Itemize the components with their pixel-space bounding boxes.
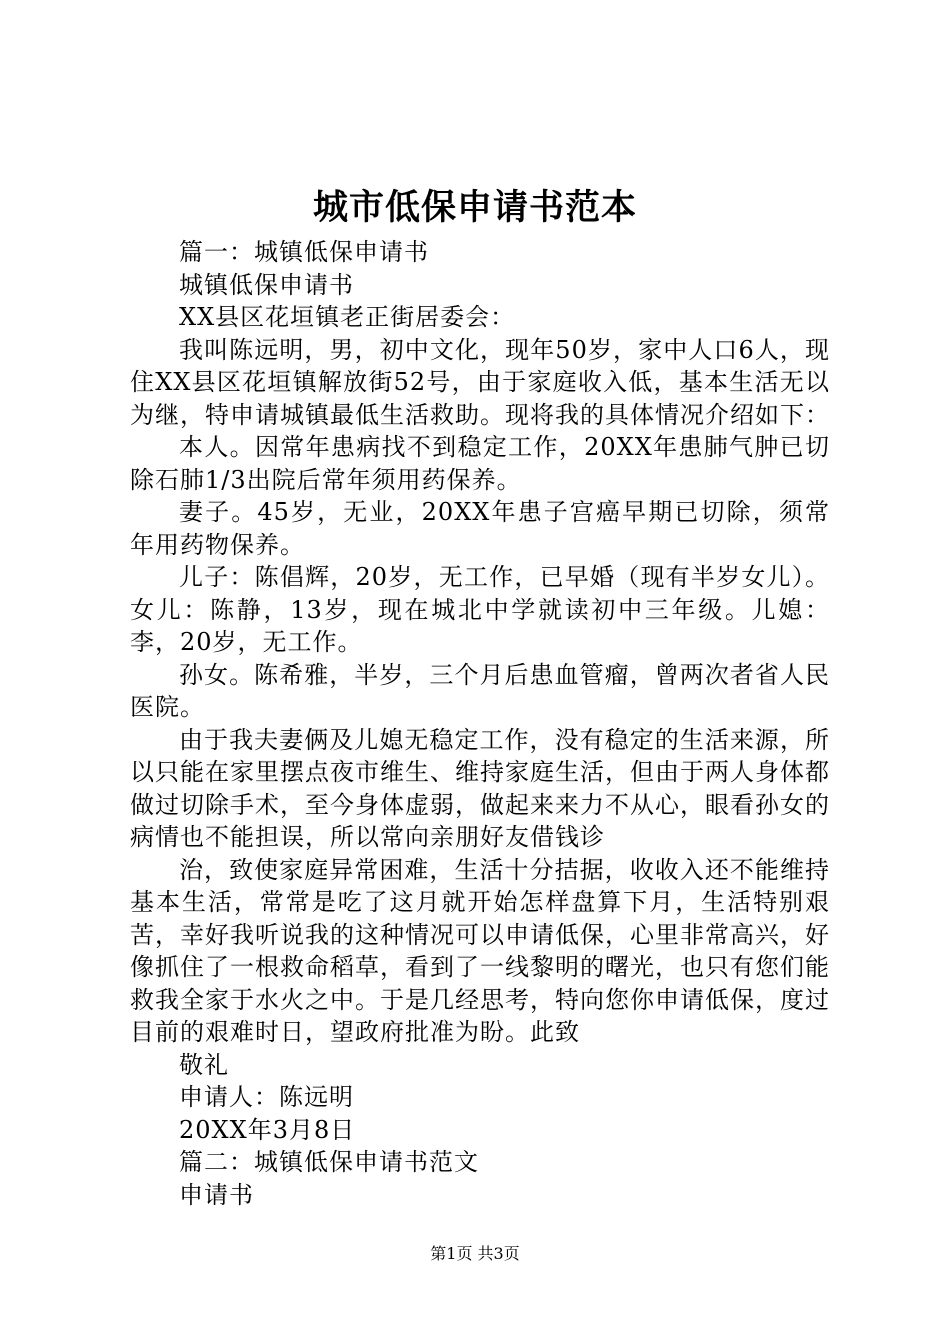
paragraph-wife: 妻子。45岁，无业，20XX年患子宫癌早期已切除，须常年用药物保养。 bbox=[130, 498, 830, 559]
letter-title: 城镇低保申请书 bbox=[179, 270, 354, 299]
document-title: 城市低保申请书范本 bbox=[312, 187, 637, 228]
applicant-signature: 申请人：陈远明 bbox=[179, 1083, 354, 1111]
section-heading-1: 篇一：城镇低保申请书 bbox=[179, 238, 429, 266]
paragraph-granddaughter: 孙女。陈希雅，半岁，三个月后患血管瘤，曾两次者省人民医院。 bbox=[130, 660, 830, 721]
document-body bbox=[130, 236, 830, 1211]
section-heading-2: 篇二：城镇低保申请书范文 bbox=[179, 1148, 479, 1176]
letter-recipient: XX县区花垣镇老正街居委会： bbox=[179, 303, 516, 331]
letter-date: 20XX年3月8日 bbox=[179, 1115, 356, 1144]
paragraph-children: 儿子：陈倡辉，20岁，无工作，已早婚（现有半岁女儿）。女儿：陈静，13岁，现在城北中学就读初中三年级。儿媳：李，20岁，无工作。 bbox=[130, 563, 830, 656]
paragraph-situation: 由于我夫妻俩及儿媳无稳定工作，没有稳定的生活来源，所以只能在家里摆点夜市维生、维持家庭生活，但由于两人身体都做过切除手术，至今身体虚弱，做起来来力不从心，眼看孙女的病情也不能担误，所以常向亲朋好友借钱诊 bbox=[130, 725, 830, 851]
paragraph-self: 本人。因常年患病找不到稳定工作，20XX年患肺气肿已切除石肺1/3出院后常年须用药保养。 bbox=[130, 433, 830, 494]
page-footer: 第1页 共3页 bbox=[430, 1244, 520, 1263]
section-2-title: 申请书 bbox=[179, 1180, 254, 1209]
paragraph-request: 治，致使家庭异常困难，生活十分拮据，收收入还不能维持基本生活，常常是吃了这月就开始怎样盘算下月，生活特别艰苦，幸好我听说我的这种情况可以申请低保，心里非常高兴，好像抓住了一根救命稻草，看到了一线黎明的曙光，也只有您们能救我全家于水火之中。于是几经思考，特向您你申请低保，度过目前的艰难时日，望政府批准为盼。此致 bbox=[130, 855, 830, 1046]
paragraph-intro: 我叫陈远明，男，初中文化，现年50岁，家中人口6人，现住XX县区花垣镇解放街52号，由于家庭收入低，基本生活无以为继，特申请城镇最低生活救助。现将我的具体情况介绍如下： bbox=[130, 335, 830, 429]
closing-salutation: 敬礼 bbox=[179, 1050, 229, 1079]
